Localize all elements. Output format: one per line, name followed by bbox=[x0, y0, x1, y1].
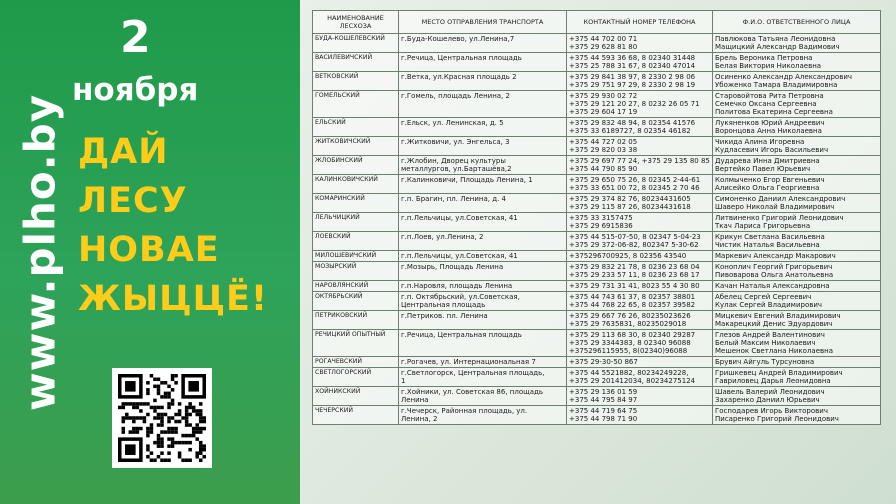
table-row bbox=[313, 406, 881, 425]
cell-departure-place bbox=[399, 213, 567, 232]
cell-departure-place bbox=[399, 194, 567, 213]
cell-departure-place bbox=[399, 251, 567, 262]
cell-phone-numbers bbox=[567, 368, 713, 387]
cell-responsible-person-line: Мицкевич Евгений Владимирович bbox=[715, 312, 841, 320]
cell-responsible-person-line: Брель Вероника Петровна bbox=[715, 54, 813, 62]
cell-responsible-person bbox=[713, 91, 881, 118]
cell-responsible-person-line: Вертейко Павел Юрьевич bbox=[715, 165, 811, 173]
cell-responsible-person-line: Чикида Алина Игоревна bbox=[715, 138, 805, 146]
cell-phone-numbers-line: +375 44 795 84 97 bbox=[569, 396, 638, 404]
cell-responsible-person bbox=[713, 137, 881, 156]
cell-departure-place-line: г.п.Лельчицы, ул.Советская, 41 bbox=[401, 252, 518, 260]
cell-responsible-person-line: Качан Наталья Александровна bbox=[715, 282, 830, 290]
cell-departure-place bbox=[399, 232, 567, 251]
cell-departure-place-line: Ленина bbox=[401, 396, 429, 404]
cell-phone-numbers bbox=[567, 194, 713, 213]
cell-phone-numbers-line: +375 25 788 31 67, 8 02340 47014 bbox=[569, 62, 696, 70]
cell-departure-place bbox=[399, 262, 567, 281]
cell-forestry-name: КАЛИНКОВИЧСКИЙ bbox=[313, 175, 399, 194]
cell-phone-numbers-line: +375 29 841 38 97, 8 2330 2 98 06 bbox=[569, 73, 696, 81]
slogan-line: НОВАЕ bbox=[78, 230, 220, 270]
table-row bbox=[313, 368, 881, 387]
cell-departure-place bbox=[399, 368, 567, 387]
table-row bbox=[313, 387, 881, 406]
cell-departure-place-line: г.Рогачев, ул. Интернациональная 7 bbox=[401, 358, 536, 366]
cell-responsible-person-line: Писаренко Григорий Леонидович bbox=[715, 415, 839, 423]
table-row bbox=[313, 330, 881, 357]
cell-departure-place-line: г.Речица, Центральная площадь bbox=[401, 54, 522, 62]
cell-responsible-person-line: Коноплич Георгий Григорьевич bbox=[715, 263, 833, 271]
cell-phone-numbers-line: +375 29 233 57 11, 8 0236 23 68 17 bbox=[569, 271, 700, 279]
cell-phone-numbers-line: +375 29 7635831, 80235029018 bbox=[569, 320, 687, 328]
cell-departure-place-line: г.п.Лоев, ул.Ленина, 2 bbox=[401, 233, 484, 241]
table-row bbox=[313, 251, 881, 262]
cell-departure-place bbox=[399, 357, 567, 368]
cell-phone-numbers-line: +375 44 743 61 37, 8 02357 38801 bbox=[569, 293, 696, 301]
cell-forestry-name: ВЕТКОВСКИЙ bbox=[313, 72, 399, 91]
cell-phone-numbers bbox=[567, 91, 713, 118]
cell-departure-place-line: г.Мозырь, Площадь Ленина bbox=[401, 263, 504, 271]
cell-responsible-person bbox=[713, 194, 881, 213]
qr-code-graphic bbox=[118, 374, 206, 462]
cell-phone-numbers-line: +375 29-30-50 867 bbox=[569, 358, 638, 366]
cell-responsible-person-line: Белая Виктория Николаевна bbox=[715, 62, 822, 70]
cell-phone-numbers-line: +375 29 667 76 26, 80235023626 bbox=[569, 312, 691, 320]
table-row bbox=[313, 34, 881, 53]
table-area bbox=[300, 0, 896, 504]
cell-responsible-person-line: Макарецкий Денис Эдуардович bbox=[715, 320, 833, 328]
cell-phone-numbers-line: +375296700925, 8 02356 43540 bbox=[569, 252, 687, 260]
cell-responsible-person-line: Захаренко Даниил Юрьевич bbox=[715, 396, 820, 404]
cell-phone-numbers-line: +375296115955, 8(02340)96088 bbox=[569, 347, 688, 355]
cell-phone-numbers-line: +375 33 651 00 72, 8 02345 2 70 46 bbox=[569, 184, 700, 192]
cell-responsible-person bbox=[713, 311, 881, 330]
cell-phone-numbers-line: +375 29 115 87 26, 80234431618 bbox=[569, 203, 691, 211]
cell-departure-place bbox=[399, 53, 567, 72]
cell-forestry-name: ВАСИЛЕВИЧСКИЙ bbox=[313, 53, 399, 72]
cell-responsible-person-line: Брувич Айгуль Турсуновна bbox=[715, 358, 815, 366]
cell-responsible-person-line: Политова Екатерина Сергеевна bbox=[715, 108, 833, 116]
cell-forestry-name: КОМАРИНСКИЙ bbox=[313, 194, 399, 213]
slogan bbox=[78, 128, 268, 324]
cell-phone-numbers-line: +375 29 731 31 41, 8023 55 4 30 80 bbox=[569, 282, 700, 290]
cell-phone-numbers bbox=[567, 292, 713, 311]
cell-responsible-person-line: Мешенок Светлана Николаевна bbox=[715, 347, 834, 355]
cell-responsible-person-line: Воронцова Анна Николаевна bbox=[715, 127, 822, 135]
cell-phone-numbers-line: +375 44 768 22 65, 8 02357 39582 bbox=[569, 301, 696, 309]
cell-phone-numbers bbox=[567, 262, 713, 281]
cell-responsible-person bbox=[713, 72, 881, 91]
date-month: ноября bbox=[72, 72, 199, 108]
slogan-line: ЖЫЦЦЁ! bbox=[78, 279, 268, 319]
cell-forestry-name: ЧЕЧЕРСКИЙ bbox=[313, 406, 399, 425]
cell-phone-numbers bbox=[567, 118, 713, 137]
cell-responsible-person-line: Старовойтова Рита Петровна bbox=[715, 92, 824, 100]
cell-departure-place-line: металлургов, ул.Барташёва,2 bbox=[401, 165, 512, 173]
table-row bbox=[313, 72, 881, 91]
cell-responsible-person bbox=[713, 368, 881, 387]
cell-phone-numbers bbox=[567, 175, 713, 194]
cell-phone-numbers-line: +375 44 593 36 68, 8 02340 31448 bbox=[569, 54, 696, 62]
cell-phone-numbers-line: +375 29 121 20 27, 8 0232 26 05 71 bbox=[569, 100, 700, 108]
cell-phone-numbers-line: +375 44 790 85 90 bbox=[569, 165, 638, 173]
table-row bbox=[313, 292, 881, 311]
cell-forestry-name: НАРОВЛЯНСКИЙ bbox=[313, 281, 399, 292]
table-body bbox=[313, 34, 881, 425]
cell-responsible-person bbox=[713, 251, 881, 262]
cell-phone-numbers bbox=[567, 156, 713, 175]
cell-departure-place bbox=[399, 72, 567, 91]
cell-responsible-person-line: Белый Максим Николаевич bbox=[715, 339, 816, 347]
cell-phone-numbers-line: +375 33 3157475 bbox=[569, 214, 633, 222]
cell-responsible-person bbox=[713, 175, 881, 194]
cell-phone-numbers-line: +375 29 604 17 19 bbox=[569, 108, 638, 116]
cell-responsible-person-line: Павлюкова Татьяна Леонидовна bbox=[715, 35, 836, 43]
cell-departure-place-line: г.п. Брагин, пл. Ленина, д. 4 bbox=[401, 195, 506, 203]
cell-responsible-person bbox=[713, 213, 881, 232]
cell-phone-numbers-line: +375 29 6915836 bbox=[569, 222, 633, 230]
cell-departure-place-line: г.п.Наровля, площадь Ленина bbox=[401, 282, 513, 290]
cell-departure-place bbox=[399, 156, 567, 175]
cell-forestry-name: ЕЛЬСКИЙ bbox=[313, 118, 399, 137]
cell-departure-place-line: 1 bbox=[401, 377, 406, 385]
cell-phone-numbers-line: +375 29 751 97 29, 8 2330 2 98 19 bbox=[569, 81, 696, 89]
slogan-line: ЛЕСУ bbox=[78, 181, 188, 221]
cell-phone-numbers-line: +375 44 5521882, 80234249228, bbox=[569, 369, 689, 377]
cell-phone-numbers-line: +375 29 697 77 24, +375 29 135 80 85 bbox=[569, 157, 710, 165]
cell-phone-numbers bbox=[567, 53, 713, 72]
left-panel bbox=[0, 0, 300, 504]
cell-phone-numbers-line: +375 44 702 00 71 bbox=[569, 35, 638, 43]
cell-forestry-name: ЛОЕВСКИЙ bbox=[313, 232, 399, 251]
cell-phone-numbers bbox=[567, 357, 713, 368]
table-row bbox=[313, 194, 881, 213]
table-row bbox=[313, 91, 881, 118]
cell-departure-place-line: г.Гомель, площадь Ленина, 2 bbox=[401, 92, 510, 100]
cell-responsible-person-line: Крикун Светлана Васильевна bbox=[715, 233, 825, 241]
cell-phone-numbers-line: +375 29 136 01 59 bbox=[569, 388, 638, 396]
date-day: 2 bbox=[120, 12, 151, 63]
table-row bbox=[313, 156, 881, 175]
cell-responsible-person-line: Колмыченко Егор Евгеньевич bbox=[715, 176, 825, 184]
cell-departure-place bbox=[399, 91, 567, 118]
cell-phone-numbers bbox=[567, 213, 713, 232]
cell-departure-place-line: Центральная площадь bbox=[401, 301, 486, 309]
cell-departure-place-line: г.п.Лельчицы, ул.Советская, 41 bbox=[401, 214, 518, 222]
cell-responsible-person bbox=[713, 406, 881, 425]
cell-departure-place-line: г.Житковичи, ул. Энгельса, 3 bbox=[401, 138, 510, 146]
header-person: Ф.И.О. ОТВЕТСТВЕННОГО ЛИЦА bbox=[713, 11, 881, 34]
cell-responsible-person-line: Пивоварова Ольга Анатольевна bbox=[715, 271, 834, 279]
table-row bbox=[313, 357, 881, 368]
cell-phone-numbers-line: +375 29 820 03 38 bbox=[569, 146, 638, 154]
table-row bbox=[313, 311, 881, 330]
cell-responsible-person-line: Шаверо Николай Владимирович bbox=[715, 203, 835, 211]
cell-responsible-person-line: Семечко Оксана Сергеевна bbox=[715, 100, 817, 108]
site-url[interactable]: www.plho.by bbox=[15, 93, 65, 412]
table-row bbox=[313, 118, 881, 137]
cell-departure-place-line: г.Хойники, ул. Советская 86, площадь bbox=[401, 388, 543, 396]
cell-phone-numbers bbox=[567, 251, 713, 262]
cell-responsible-person bbox=[713, 357, 881, 368]
cell-phone-numbers-line: +375 44 798 71 90 bbox=[569, 415, 638, 423]
cell-departure-place bbox=[399, 387, 567, 406]
cell-responsible-person-line: Лукяненков Юрий Андреевич bbox=[715, 119, 825, 127]
cell-responsible-person-line: Ткач Лариса Григорьевна bbox=[715, 222, 811, 230]
cell-departure-place-line: г.Калинковичи, Площадь Ленина, 1 bbox=[401, 176, 533, 184]
cell-phone-numbers bbox=[567, 311, 713, 330]
cell-responsible-person bbox=[713, 281, 881, 292]
table-row bbox=[313, 232, 881, 251]
cell-forestry-name: РЕЧИЦКИЙ ОПЫТНЫЙ bbox=[313, 330, 399, 357]
cell-responsible-person-line: Чистик Наталья Васильевна bbox=[715, 241, 820, 249]
cell-responsible-person bbox=[713, 118, 881, 137]
cell-responsible-person-line: Дударева Инна Дмитриевна bbox=[715, 157, 820, 165]
cell-forestry-name: ЛЕЛЬЧИЦКИЙ bbox=[313, 213, 399, 232]
cell-phone-numbers-line: +375 44 719 64 75 bbox=[569, 407, 638, 415]
cell-responsible-person-line: Осиненко Александр Александрович bbox=[715, 73, 853, 81]
cell-phone-numbers-line: +375 44 515-07-50, 8 02347 5-04-23 bbox=[569, 233, 701, 241]
cell-responsible-person-line: Мащицкий Александр Вадимович bbox=[715, 43, 840, 51]
table-row bbox=[313, 213, 881, 232]
cell-responsible-person bbox=[713, 330, 881, 357]
cell-responsible-person-line: Глезов Андрей Валентинович bbox=[715, 331, 825, 339]
cell-responsible-person-line: Симоненко Даниил Александрович bbox=[715, 195, 846, 203]
qr-code-icon[interactable] bbox=[112, 368, 212, 468]
cell-responsible-person bbox=[713, 387, 881, 406]
cell-phone-numbers-line: +375 29 3344383, 8 02340 96088 bbox=[569, 339, 691, 347]
cell-responsible-person-line: Убоженко Тамара Владимировна bbox=[715, 81, 838, 89]
cell-responsible-person bbox=[713, 262, 881, 281]
cell-departure-place-line: г.Петриков. пл. Ленина bbox=[401, 312, 488, 320]
cell-phone-numbers-line: +375 29 201412034, 80234275124 bbox=[569, 377, 696, 385]
cell-departure-place bbox=[399, 311, 567, 330]
table-row bbox=[313, 281, 881, 292]
cell-responsible-person bbox=[713, 34, 881, 53]
cell-responsible-person-line: Гавриловец Дарья Леонидовна bbox=[715, 377, 831, 385]
cell-departure-place bbox=[399, 292, 567, 311]
cell-departure-place-line: г.Речица, Центральная площадь bbox=[401, 331, 522, 339]
cell-responsible-person-line: Господарев Игорь Викторович bbox=[715, 407, 828, 415]
table-row bbox=[313, 262, 881, 281]
cell-forestry-name: ПЕТРИКОВСКИЙ bbox=[313, 311, 399, 330]
cell-departure-place-line: г.Буда-Кошелево, ул.Ленина,7 bbox=[401, 35, 515, 43]
cell-responsible-person bbox=[713, 53, 881, 72]
cell-phone-numbers-line: +375 44 727 02 05 bbox=[569, 138, 638, 146]
cell-departure-place-line: Ленина, 2 bbox=[401, 415, 438, 423]
cell-forestry-name: МОЗЫРСКИЙ bbox=[313, 262, 399, 281]
cell-responsible-person-line: Кулак Сергей Владимирович bbox=[715, 301, 823, 309]
cell-phone-numbers-line: +375 29 372-06-82, 802347 5-30-62 bbox=[569, 241, 699, 249]
cell-phone-numbers-line: +375 29 650 75 26, 8 02345 2-44-61 bbox=[569, 176, 701, 184]
table-header-row bbox=[313, 11, 881, 34]
cell-departure-place-line: г.Ветка, ул.Красная площадь 2 bbox=[401, 73, 517, 81]
cell-departure-place-line: г.Жлобин, Дворец культуры bbox=[401, 157, 506, 165]
cell-departure-place-line: г.п. Октябрьский, ул.Советская, bbox=[401, 293, 520, 301]
cell-phone-numbers-line: +375 29 374 82 76, 80234431605 bbox=[569, 195, 691, 203]
cell-departure-place-line: г.Чечерск, Районная площадь, ул. bbox=[401, 407, 528, 415]
cell-departure-place bbox=[399, 118, 567, 137]
cell-responsible-person-line: Алисейко Ольга Георгиевна bbox=[715, 184, 820, 192]
cell-phone-numbers-line: +375 33 6189727, 8 02354 46182 bbox=[569, 127, 691, 135]
cell-departure-place bbox=[399, 175, 567, 194]
cell-departure-place bbox=[399, 137, 567, 156]
cell-phone-numbers-line: +375 29 628 81 80 bbox=[569, 43, 638, 51]
cell-phone-numbers-line: +375 29 832 48 94, 8 02354 41576 bbox=[569, 119, 696, 127]
cell-phone-numbers bbox=[567, 406, 713, 425]
cell-responsible-person bbox=[713, 156, 881, 175]
cell-phone-numbers bbox=[567, 281, 713, 292]
cell-departure-place bbox=[399, 406, 567, 425]
cell-forestry-name: ЖЛОБИНСКИЙ bbox=[313, 156, 399, 175]
table-row bbox=[313, 137, 881, 156]
cell-responsible-person-line: Абелец Сергей Сергеевич bbox=[715, 293, 812, 301]
cell-phone-numbers bbox=[567, 34, 713, 53]
cell-departure-place bbox=[399, 34, 567, 53]
cell-phone-numbers bbox=[567, 232, 713, 251]
cell-forestry-name: СВЕТЛОГОРСКИЙ bbox=[313, 368, 399, 387]
cell-responsible-person-line: Литвиненко Григорий Леонидович bbox=[715, 214, 844, 222]
cell-departure-place bbox=[399, 281, 567, 292]
cell-departure-place-line: г.Ельск, ул. Ленинская, д. 5 bbox=[401, 119, 504, 127]
cell-forestry-name: БУДА-КОШЕЛЕВСКИЙ bbox=[313, 34, 399, 53]
cell-phone-numbers bbox=[567, 387, 713, 406]
cell-responsible-person-line: Гришкевец Андрей Владимирович bbox=[715, 369, 843, 377]
cell-phone-numbers bbox=[567, 137, 713, 156]
cell-departure-place-line: г.Светлогорск, Центральная площадь, bbox=[401, 369, 545, 377]
cell-responsible-person-line: Маркевич Александр Макарович bbox=[715, 252, 836, 260]
header-place: МЕСТО ОТПРАВЛЕНИЯ ТРАНСПОРТА bbox=[399, 11, 567, 34]
cell-forestry-name: ОКТЯБРЬСКИЙ bbox=[313, 292, 399, 311]
table-row bbox=[313, 175, 881, 194]
header-phone: КОНТАКТНЫЙ НОМЕР ТЕЛЕФОНА bbox=[567, 11, 713, 34]
cell-phone-numbers bbox=[567, 330, 713, 357]
slogan-line: ДАЙ bbox=[78, 132, 169, 172]
cell-forestry-name: МИЛОШЕВИЧСКИЙ bbox=[313, 251, 399, 262]
cell-responsible-person bbox=[713, 232, 881, 251]
cell-departure-place bbox=[399, 330, 567, 357]
cell-phone-numbers-line: +375 29 930 02 72 bbox=[569, 92, 638, 100]
cell-phone-numbers-line: +375 29 832 21 78, 8 0236 23 68 04 bbox=[569, 263, 700, 271]
cell-forestry-name: ЖИТКОВИЧСКИЙ bbox=[313, 137, 399, 156]
cell-responsible-person-line: Кудласевич Игорь Васильевич bbox=[715, 146, 829, 154]
cell-forestry-name: РОГАЧЕВСКИЙ bbox=[313, 357, 399, 368]
header-name: НАИМЕНОВАНИЕ ЛЕСХОЗА bbox=[313, 11, 399, 34]
cell-phone-numbers-line: +375 29 113 68 30, 8 02340 29287 bbox=[569, 331, 696, 339]
cell-forestry-name: ГОМЕЛЬСКИЙ bbox=[313, 91, 399, 118]
cell-phone-numbers bbox=[567, 72, 713, 91]
table-row bbox=[313, 53, 881, 72]
cell-responsible-person bbox=[713, 292, 881, 311]
contacts-table bbox=[312, 10, 881, 425]
cell-forestry-name: ХОЙНИКСКИЙ bbox=[313, 387, 399, 406]
cell-responsible-person-line: Шавель Валерий Леонидович bbox=[715, 388, 825, 396]
